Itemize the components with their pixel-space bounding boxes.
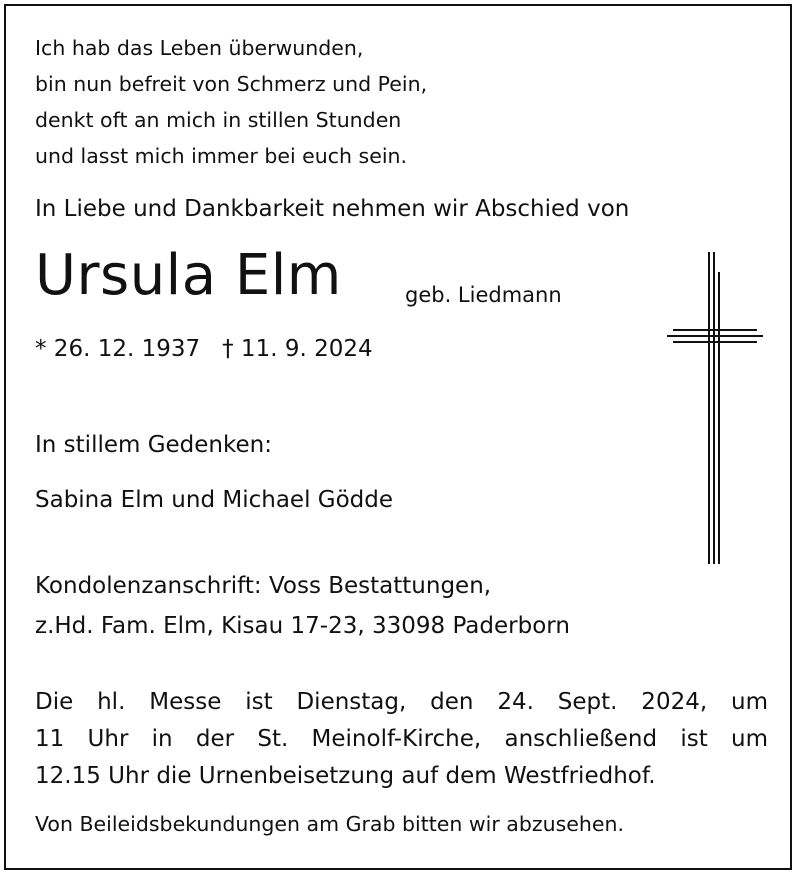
poem-line: bin nun befreit von Schmerz und Pein, bbox=[35, 72, 428, 96]
mourners-names: Sabina Elm und Michael Gödde bbox=[35, 487, 394, 513]
intro-text: In Liebe und Dankbarkeit nehmen wir Abschied von bbox=[35, 196, 630, 222]
death-date: † 11. 9. 2024 bbox=[222, 336, 373, 362]
life-dates bbox=[35, 336, 373, 362]
poem-line: und lasst mich immer bei euch sein. bbox=[35, 144, 408, 168]
mourners-label: In stillem Gedenken: bbox=[35, 432, 272, 458]
condolence-note: Von Beileidsbekundungen am Grab bitten wir abzusehen. bbox=[35, 812, 625, 836]
address-line: z.Hd. Fam. Elm, Kisau 17-23, 33098 Paderborn bbox=[35, 613, 570, 639]
birth-name: geb. Liedmann bbox=[405, 283, 562, 307]
mass-line: 11 Uhr in der St. Meinolf-Kirche, anschließend ist um bbox=[35, 726, 768, 752]
birth-date: * 26. 12. 1937 bbox=[35, 336, 201, 362]
poem-line: Ich hab das Leben überwunden, bbox=[35, 36, 364, 60]
mass-line: Die hl. Messe ist Dienstag, den 24. Sept. 2024, um bbox=[35, 689, 768, 715]
mass-line: 12.15 Uhr die Urnenbeisetzung auf dem Westfriedhof. bbox=[35, 763, 656, 789]
poem bbox=[35, 30, 427, 174]
deceased-name: Ursula Elm bbox=[35, 243, 342, 308]
mass-info bbox=[35, 684, 768, 795]
address-line: Kondolenzanschrift: Voss Bestattungen, bbox=[35, 573, 492, 599]
poem-line: denkt oft an mich in stillen Stunden bbox=[35, 108, 402, 132]
condolence-address bbox=[35, 566, 570, 646]
cross-icon bbox=[665, 252, 765, 572]
